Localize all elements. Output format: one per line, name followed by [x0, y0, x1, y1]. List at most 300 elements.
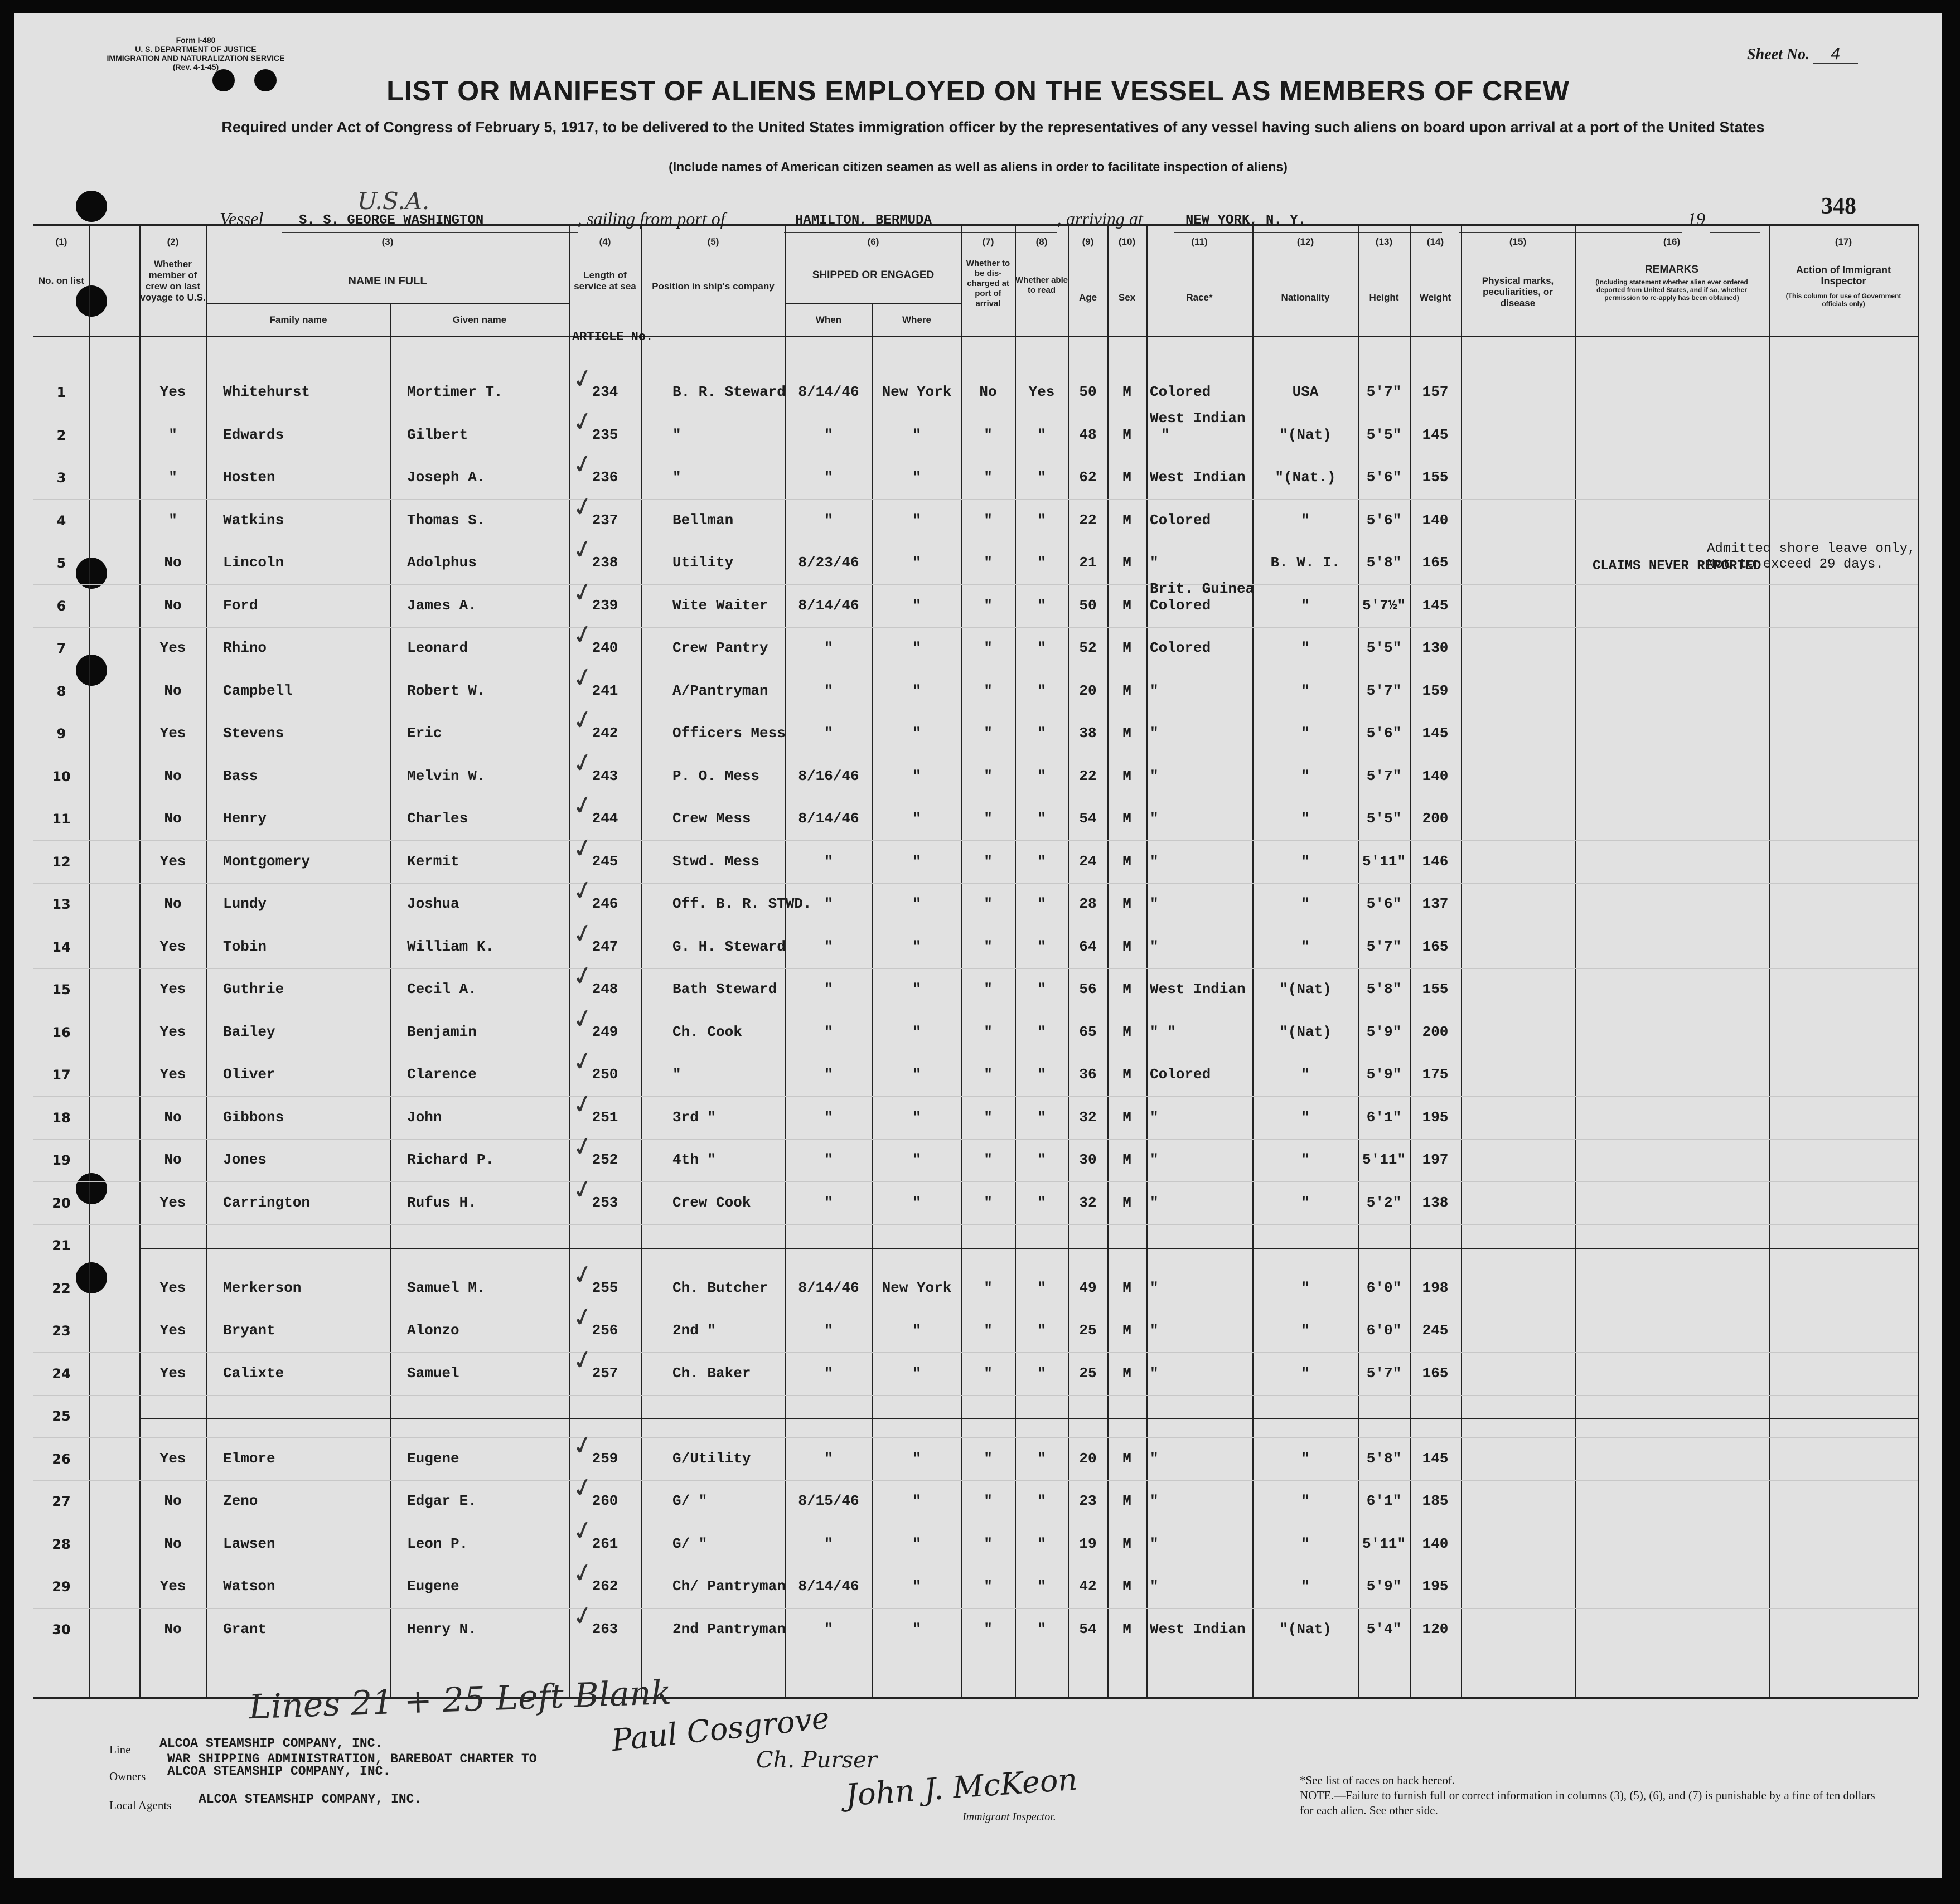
cell-wt: 197 — [1422, 1151, 1449, 1168]
cell-family: Rhino — [223, 639, 267, 656]
vessel-name: S. S. GEORGE WASHINGTON — [299, 213, 484, 228]
cell-where: " — [912, 1066, 921, 1083]
cell-race: " — [1150, 1108, 1159, 1126]
cell-ht: 5'7" — [1366, 384, 1402, 400]
cell-nat: " — [1301, 938, 1310, 955]
cell-svc: 239 — [592, 597, 618, 614]
cell-crew: Yes — [159, 1450, 186, 1467]
cell-where: " — [912, 810, 921, 827]
cell-nat: " — [1301, 1322, 1310, 1339]
cell-age: 20 — [1079, 682, 1097, 699]
cell-wt: 155 — [1422, 981, 1449, 997]
page-number: 348 — [1821, 193, 1856, 219]
cell-age: 28 — [1079, 895, 1097, 912]
purser-signature: Paul Cosgrove — [609, 1700, 831, 1758]
cell-svc: 247 — [592, 938, 618, 955]
cell-pos: B. R. Steward — [672, 384, 786, 400]
cell-where: " — [912, 1493, 921, 1509]
cell-given: Adolphus — [407, 554, 477, 571]
row-divider — [33, 1139, 1918, 1140]
col-8-header: Whether able to read — [1015, 275, 1068, 295]
row-number: 20 — [52, 1195, 71, 1211]
cell-disch: " — [984, 981, 993, 997]
cell-given: Thomas S. — [407, 511, 486, 529]
article-number-label: ARTICLE No. — [572, 330, 654, 344]
cell-sex: M — [1122, 1322, 1131, 1339]
cell-svc: 259 — [592, 1450, 618, 1467]
cell-svc: 263 — [592, 1620, 618, 1637]
row-number: 21 — [52, 1238, 71, 1253]
cell-pos: Ch. Baker — [672, 1364, 751, 1382]
cell-where: " — [912, 1364, 921, 1382]
col-15-header: Physical marks, peculiarities, or disease — [1482, 275, 1554, 308]
row-number: 24 — [52, 1365, 71, 1382]
cell-nat: "(Nat) — [1279, 426, 1332, 443]
table-header-bottom — [33, 336, 1918, 337]
column-line — [139, 224, 141, 1697]
cell-nat: " — [1301, 1450, 1310, 1467]
cell-crew: Yes — [159, 1364, 186, 1382]
cell-svc: 252 — [592, 1151, 618, 1168]
cell-crew: No — [164, 554, 182, 571]
sheet-number: 4 — [1813, 45, 1858, 64]
column-line — [1410, 224, 1411, 1697]
cell-wt: 157 — [1422, 384, 1449, 400]
cell-wt: 185 — [1422, 1493, 1449, 1509]
row-number: 14 — [52, 939, 71, 955]
column-line — [1146, 224, 1148, 1697]
cell-svc: 251 — [592, 1108, 618, 1126]
cell-family: Carrington — [223, 1194, 311, 1211]
cell-read: Yes — [1028, 384, 1055, 400]
owners-value-2: ALCOA STEAMSHIP COMPANY, INC. — [167, 1764, 391, 1779]
cell-crew: No — [164, 895, 182, 912]
row-number: 15 — [52, 982, 71, 997]
purser-title: Ch. Purser — [756, 1747, 877, 1773]
row-number: 28 — [52, 1536, 71, 1552]
cell-disch: " — [984, 725, 993, 742]
cell-read: " — [1037, 938, 1046, 955]
cell-when: 8/14/46 — [798, 1578, 859, 1595]
cell-svc: 249 — [592, 1023, 618, 1040]
cell-ht: 5'6" — [1366, 725, 1402, 742]
cell-when: " — [824, 981, 833, 997]
cell-nat: " — [1301, 725, 1310, 742]
cell-race: " — [1150, 1535, 1159, 1552]
cell-where: New York — [882, 1279, 952, 1296]
cell-read: " — [1037, 981, 1046, 997]
cell-given: Charles — [407, 810, 468, 827]
cell-where: " — [912, 852, 921, 870]
cell-crew: " — [168, 469, 177, 486]
cell-read: " — [1037, 1620, 1046, 1637]
cell-wt: 140 — [1422, 767, 1449, 784]
cell-disch: " — [984, 1194, 993, 1211]
cell-read: " — [1037, 767, 1046, 784]
cell-where: " — [912, 1535, 921, 1552]
form-id: Form I-480 — [176, 36, 216, 45]
port-to: NEW YORK, N. Y. — [1185, 213, 1306, 228]
cell-wt: 165 — [1422, 1364, 1449, 1382]
cell-pos: Bellman — [672, 511, 734, 529]
checkmark-icon: ✓ — [569, 489, 597, 524]
cell-pos: Crew Cook — [672, 1194, 751, 1211]
row-divider — [33, 1608, 1918, 1609]
cell-ht: 5'11" — [1362, 1535, 1406, 1552]
cell-ht: 5'9" — [1366, 1023, 1402, 1040]
cell-age: 54 — [1079, 810, 1097, 827]
cell-disch: " — [984, 597, 993, 614]
page-instruction: (Include names of American citizen seamen as well as aliens in order to facilitate inspection of aliens) — [669, 159, 1288, 174]
cell-when: " — [824, 1151, 833, 1168]
cell-family: Bailey — [223, 1023, 275, 1040]
name-subheader-line — [206, 303, 569, 304]
column-line — [1461, 224, 1462, 1697]
cell-svc: 238 — [592, 554, 618, 571]
cell-ht: 5'7" — [1366, 682, 1402, 699]
cell-sex: M — [1122, 1066, 1131, 1083]
cell-ht: 6'0" — [1366, 1322, 1402, 1339]
cell-ht: 5'5" — [1366, 426, 1402, 443]
cell-read: " — [1037, 1108, 1046, 1126]
cell-wt: 245 — [1422, 1322, 1449, 1339]
footnotes — [1300, 1773, 1891, 1818]
cell-ht: 5'6" — [1366, 511, 1402, 529]
cell-given: Richard P. — [407, 1151, 495, 1168]
row-number: 12 — [52, 854, 71, 870]
cell-given: Joseph A. — [407, 469, 486, 486]
cell-family: Hosten — [223, 469, 275, 486]
cell-given: Joshua — [407, 895, 459, 912]
cell-nat: B. W. I. — [1270, 554, 1340, 571]
cell-race: " — [1150, 767, 1159, 784]
row-divider — [33, 584, 1918, 585]
column-line — [1575, 224, 1576, 1697]
checkmark-icon: ✓ — [569, 1044, 597, 1078]
punch-hole — [76, 655, 107, 686]
cell-svc: 261 — [592, 1535, 618, 1552]
cell-sex: M — [1122, 810, 1131, 827]
column-line — [1918, 224, 1919, 1697]
column-line — [1769, 224, 1770, 1697]
cell-when: 8/16/46 — [798, 767, 859, 784]
cell-age: 30 — [1079, 1151, 1097, 1168]
owners-label: Owners — [109, 1770, 146, 1783]
cell-family: Elmore — [223, 1450, 275, 1467]
cell-given: Leon P. — [407, 1535, 468, 1552]
cell-sex: M — [1122, 1279, 1131, 1296]
cell-age: 32 — [1079, 1194, 1097, 1211]
row-number: 22 — [52, 1280, 71, 1296]
cell-crew: Yes — [159, 1279, 186, 1296]
row-number: 10 — [52, 768, 71, 784]
row-number: 9 — [56, 726, 66, 742]
cell-family: Whitehurst — [223, 384, 311, 400]
cell-sex: M — [1122, 469, 1131, 486]
cell-wt: 175 — [1422, 1066, 1449, 1083]
cell-nat: " — [1301, 1151, 1310, 1168]
cell-race: West Indian — [1150, 981, 1246, 997]
cell-where: " — [912, 1023, 921, 1040]
cell-svc: 248 — [592, 981, 618, 997]
cell-disch: " — [984, 1279, 993, 1296]
handwritten-note-blank-lines: Lines 21 + 25 Left Blank — [248, 1673, 672, 1727]
cell-given: Gilbert — [407, 426, 468, 443]
cell-race: " — [1150, 938, 1159, 955]
col-8-number: (8) — [1035, 236, 1048, 247]
cell-read: " — [1037, 639, 1046, 656]
cell-sex: M — [1122, 1493, 1131, 1509]
cell-wt: 140 — [1422, 511, 1449, 529]
cell-where: " — [912, 1108, 921, 1126]
cell-given: William K. — [407, 938, 495, 955]
cell-ht: 5'11" — [1362, 852, 1406, 870]
cell-when: 8/15/46 — [798, 1493, 859, 1509]
cell-crew: Yes — [159, 1023, 186, 1040]
local-agents-label: Local Agents — [109, 1799, 172, 1812]
cell-read: " — [1037, 1279, 1046, 1296]
line-value: ALCOA STEAMSHIP COMPANY, INC. — [159, 1736, 383, 1751]
cell-ht: 5'2" — [1366, 1194, 1402, 1211]
cell-given: Eric — [407, 725, 442, 742]
row-number: 23 — [52, 1323, 71, 1339]
cell-age: 36 — [1079, 1066, 1097, 1083]
row-number: 17 — [52, 1067, 71, 1083]
cell-race: Colored — [1150, 597, 1211, 614]
cell-family: Ford — [223, 597, 258, 614]
cell-race: " — [1150, 1151, 1159, 1168]
col-16-header: REMARKS — [1644, 264, 1699, 275]
cell-svc: 260 — [592, 1493, 618, 1509]
cell-family: Edwards — [223, 426, 284, 443]
cell-crew: " — [168, 511, 177, 529]
cell-when: 8/23/46 — [798, 554, 859, 571]
cell-when: " — [824, 1066, 833, 1083]
handwritten-usa-note: U.S.A. — [357, 187, 430, 215]
cell-where: " — [912, 1620, 921, 1637]
cell-disch: " — [984, 895, 993, 912]
cell-wt: 159 — [1422, 682, 1449, 699]
cell-given: Eugene — [407, 1578, 459, 1595]
cell-disch: " — [984, 682, 993, 699]
remarks-stamp: CLAIMS NEVER REPORTED — [1593, 559, 1761, 574]
local-agents-value: ALCOA STEAMSHIP COMPANY, INC. — [199, 1792, 422, 1806]
col-16-number: (16) — [1663, 236, 1681, 247]
cell-age: 19 — [1079, 1535, 1097, 1552]
cell-disch: " — [984, 1322, 993, 1339]
cell-given: Edgar E. — [407, 1493, 477, 1509]
cell-sex: M — [1122, 938, 1131, 955]
column-line — [641, 224, 642, 1697]
cell-wt: 195 — [1422, 1578, 1449, 1595]
cell-read: " — [1037, 511, 1046, 529]
row-number: 19 — [52, 1152, 71, 1168]
col-10-number: (10) — [1118, 236, 1136, 247]
cell-race: " — [1150, 725, 1159, 742]
cell-where: " — [912, 895, 921, 912]
cell-svc: 243 — [592, 767, 618, 784]
cell-given: Samuel M. — [407, 1279, 486, 1296]
cell-race: " — [1150, 1194, 1159, 1211]
blank-row-line — [139, 1248, 1918, 1249]
cell-pos: Wite Waiter — [672, 597, 768, 614]
cell-pos: Utility — [672, 554, 734, 571]
checkmark-icon: ✓ — [569, 788, 597, 822]
cell-disch: " — [984, 1578, 993, 1595]
cell-where: " — [912, 767, 921, 784]
cell-when: " — [824, 1108, 833, 1126]
cell-svc: 256 — [592, 1322, 618, 1339]
cell-when: " — [824, 1322, 833, 1339]
checkmark-icon: ✓ — [569, 745, 597, 780]
cell-ht: 5'9" — [1366, 1066, 1402, 1083]
cell-disch: " — [984, 1108, 993, 1126]
cell-disch: No — [979, 384, 997, 400]
cell-race: " " — [1150, 1023, 1176, 1040]
cell-race: Colored — [1150, 511, 1211, 529]
sheet-label: Sheet No. — [1747, 46, 1809, 63]
cell-family: Oliver — [223, 1066, 275, 1083]
cell-sex: M — [1122, 767, 1131, 784]
form-identifier — [98, 36, 293, 71]
col-13-header: Height — [1369, 292, 1399, 303]
cell-nat: " — [1301, 1108, 1310, 1126]
cell-sex: M — [1122, 725, 1131, 742]
cell-sex: M — [1122, 1450, 1131, 1467]
cell-ht: 5'7" — [1366, 938, 1402, 955]
checkmark-icon: ✓ — [569, 1470, 597, 1505]
cell-family: Lincoln — [223, 554, 284, 571]
cell-pos: G/Utility — [672, 1450, 751, 1467]
form-revision: (Rev. 4-1-45) — [172, 62, 219, 71]
cell-race: West Indian — [1150, 469, 1246, 486]
punch-hole — [76, 285, 107, 317]
col-12-number: (12) — [1296, 236, 1314, 247]
cell-family: Merkerson — [223, 1279, 302, 1296]
cell-where: " — [912, 1450, 921, 1467]
cell-when: " — [824, 639, 833, 656]
cell-race-above: Brit. Guinea — [1150, 580, 1255, 597]
col-10-header: Sex — [1118, 292, 1136, 303]
cell-disch: " — [984, 1535, 993, 1552]
cell-pos: Officers Mess — [672, 725, 786, 742]
cell-age: 38 — [1079, 725, 1097, 742]
cell-disch: " — [984, 1364, 993, 1382]
cell-sex: M — [1122, 981, 1131, 997]
cell-given: Mortimer T. — [407, 384, 503, 400]
cell-race: Colored — [1150, 1066, 1211, 1083]
cell-crew: Yes — [159, 1578, 186, 1595]
cell-race: " — [1161, 426, 1170, 443]
cell-wt: 200 — [1422, 1023, 1449, 1040]
row-divider — [33, 1437, 1918, 1438]
cell-pos: Off. B. R. STWD. — [672, 895, 812, 912]
cell-pos: P. O. Mess — [672, 767, 760, 784]
cell-where: " — [912, 682, 921, 699]
cell-sex: M — [1122, 1194, 1131, 1211]
column-line — [1068, 224, 1069, 1697]
cell-wt: 145 — [1422, 426, 1449, 443]
arriving-label: , arriving at — [1057, 209, 1143, 229]
cell-wt: 145 — [1422, 597, 1449, 614]
cell-race: " — [1150, 1450, 1159, 1467]
col-2-number: (2) — [167, 236, 179, 247]
cell-pos: " — [672, 426, 681, 443]
cell-wt: 165 — [1422, 554, 1449, 571]
cell-pos: " — [672, 469, 681, 486]
cell-family: Lawsen — [223, 1535, 275, 1552]
cell-pos: 3rd " — [672, 1108, 717, 1126]
cell-read: " — [1037, 1322, 1046, 1339]
row-divider — [33, 499, 1918, 500]
cell-where: " — [912, 511, 921, 529]
row-number: 29 — [52, 1579, 71, 1595]
cell-race: " — [1150, 682, 1159, 699]
cell-wt: 155 — [1422, 469, 1449, 486]
cell-family: Jones — [223, 1151, 267, 1168]
col-6-header: SHIPPED OR ENGAGED — [812, 269, 935, 281]
vessel-label: Vessel — [220, 209, 264, 229]
col-14-header: Weight — [1419, 292, 1451, 303]
col-3-number: (3) — [381, 236, 394, 247]
cell-disch: " — [984, 1066, 993, 1083]
row-number: 3 — [56, 470, 66, 486]
cell-when: 8/14/46 — [798, 597, 859, 614]
cell-race: " — [1150, 1279, 1159, 1296]
cell-age: 24 — [1079, 852, 1097, 870]
cell-crew: Yes — [159, 639, 186, 656]
cell-nat: " — [1301, 1364, 1310, 1382]
cell-when: " — [824, 895, 833, 912]
inspector-signature: John J. McKeon — [844, 1761, 1079, 1813]
shipped-subheader-line — [785, 303, 961, 304]
checkmark-icon: ✓ — [569, 1001, 597, 1036]
cell-where: " — [912, 1322, 921, 1339]
cell-disch: " — [984, 1493, 993, 1509]
cell-when: " — [824, 426, 833, 443]
checkmark-icon: ✓ — [569, 1427, 597, 1462]
row-number: 16 — [52, 1024, 71, 1040]
col-17-number: (17) — [1835, 236, 1852, 247]
cell-sex: M — [1122, 1364, 1131, 1382]
cell-crew: Yes — [159, 852, 186, 870]
cell-nat: " — [1301, 1578, 1310, 1595]
cell-crew: No — [164, 682, 182, 699]
cell-given: John — [407, 1108, 442, 1126]
checkmark-icon: ✓ — [569, 447, 597, 481]
column-line — [1107, 224, 1109, 1697]
cell-given: Samuel — [407, 1364, 459, 1382]
cell-pos: A/Pantryman — [672, 682, 768, 699]
inspector-label: Immigrant Inspector. — [962, 1811, 1056, 1823]
column-line — [961, 224, 962, 1697]
cell-when: " — [824, 852, 833, 870]
col-11-header: Race* — [1186, 292, 1213, 303]
cell-crew: No — [164, 1151, 182, 1168]
cell-when: " — [824, 1023, 833, 1040]
cell-ht: 5'7" — [1366, 1364, 1402, 1382]
remarks-typed-line-1: Admitted shore leave only, — [1707, 541, 1916, 556]
cell-ht: 6'1" — [1366, 1493, 1402, 1509]
cell-given: James A. — [407, 597, 477, 614]
cell-crew: No — [164, 1108, 182, 1126]
cell-pos: Ch. Butcher — [672, 1279, 768, 1296]
cell-wt: 200 — [1422, 810, 1449, 827]
line-label: Line — [109, 1743, 131, 1756]
cell-disch: " — [984, 810, 993, 827]
cell-family: Watson — [223, 1578, 275, 1595]
cell-svc: 246 — [592, 895, 618, 912]
